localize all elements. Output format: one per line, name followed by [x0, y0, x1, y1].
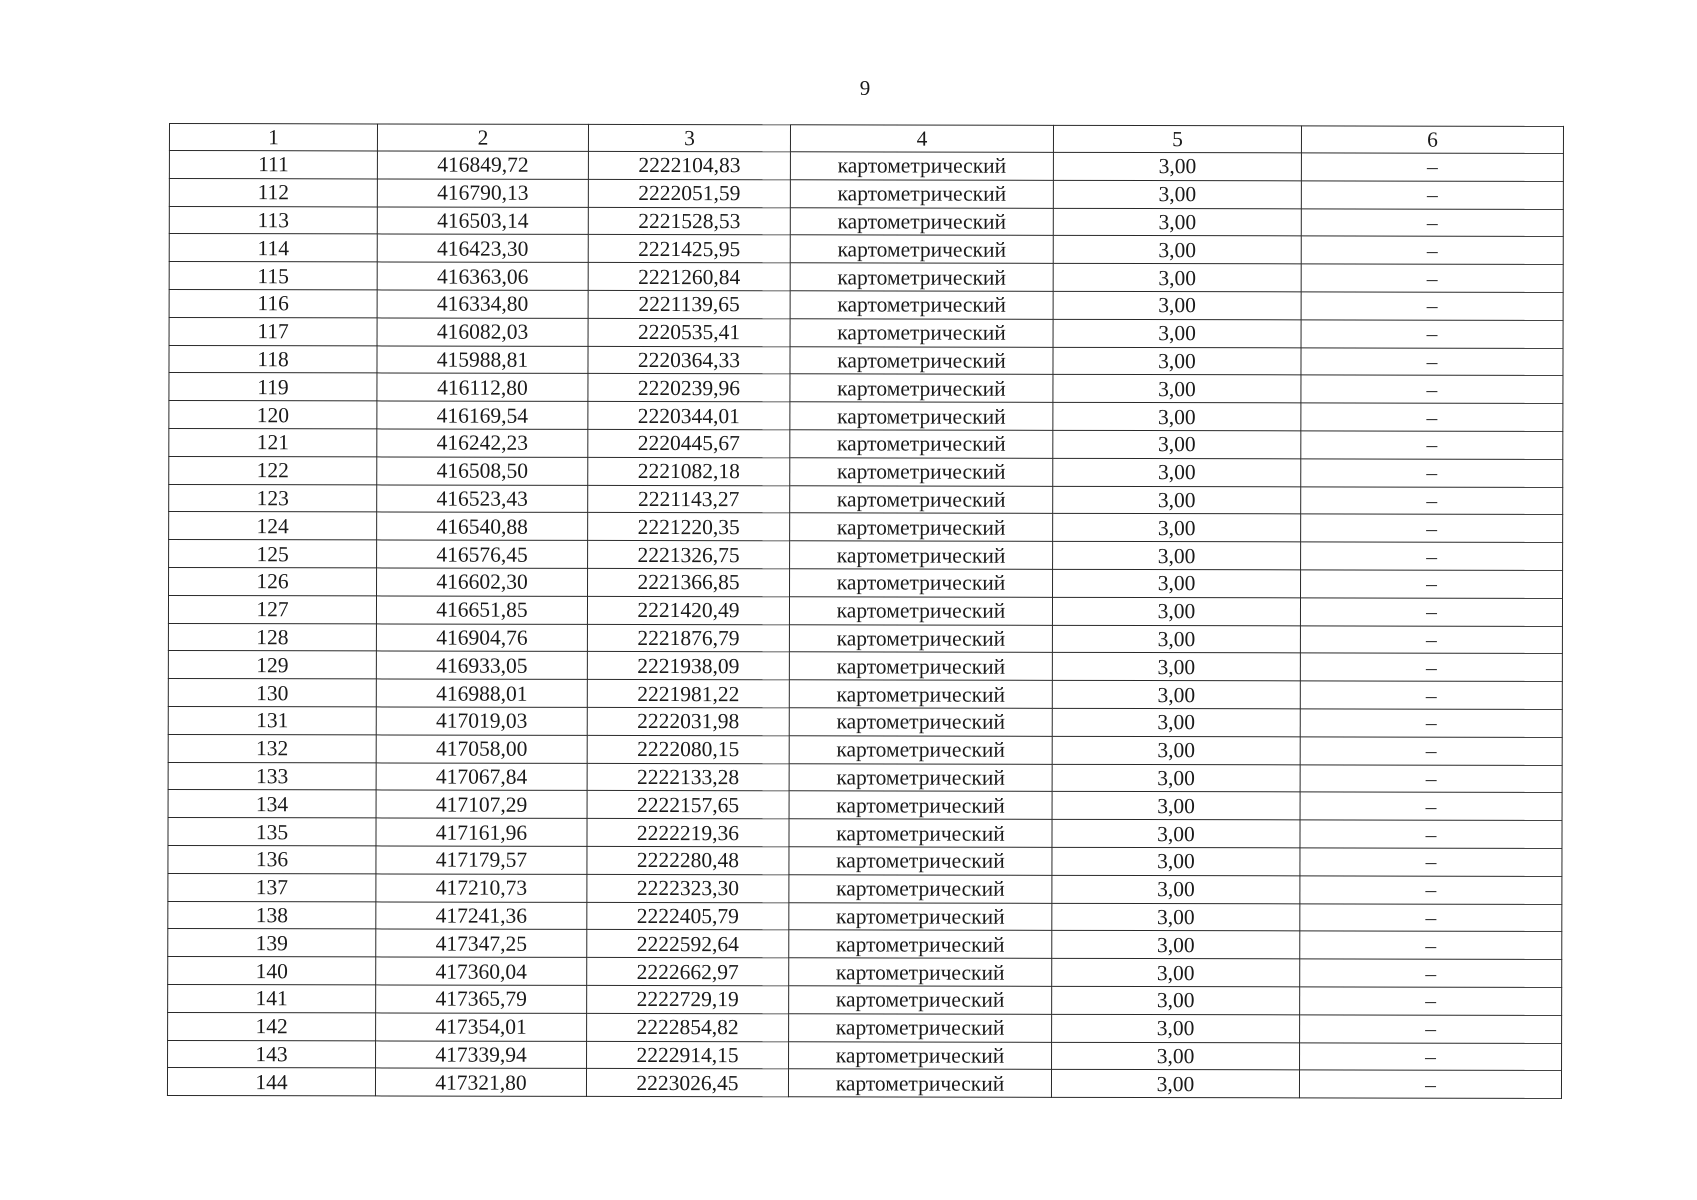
description-cell: – [1300, 848, 1562, 876]
method-cell: картометрический [789, 791, 1052, 819]
method-cell: картометрический [790, 180, 1053, 208]
y-coordinate-cell: 2222031,98 [587, 707, 789, 735]
description-cell: – [1300, 820, 1562, 848]
description-cell: – [1301, 292, 1563, 320]
accuracy-cell: 3,00 [1053, 319, 1301, 347]
column-header: 4 [790, 125, 1053, 153]
description-cell: – [1300, 931, 1562, 959]
y-coordinate-cell: 2221326,75 [588, 541, 790, 569]
method-cell: картометрический [789, 930, 1052, 958]
accuracy-cell: 3,00 [1052, 653, 1300, 681]
x-coordinate-cell: 416523,43 [377, 484, 588, 512]
accuracy-cell: 3,00 [1053, 180, 1301, 208]
y-coordinate-cell: 2220239,96 [588, 374, 790, 402]
description-cell: – [1300, 681, 1562, 709]
column-header: 6 [1301, 126, 1563, 154]
y-coordinate-cell: 2221938,09 [587, 652, 789, 680]
description-cell: – [1300, 764, 1562, 792]
coordinates-table [167, 123, 1564, 1099]
description-cell: – [1301, 486, 1563, 514]
point-number-cell: 140 [168, 957, 376, 985]
point-number-cell: 138 [168, 901, 376, 929]
accuracy-cell: 3,00 [1052, 847, 1300, 875]
column-header: 3 [588, 124, 790, 151]
description-cell: – [1300, 1015, 1562, 1043]
table-row [168, 984, 1562, 1015]
header-row [169, 124, 1563, 154]
description-cell: – [1300, 625, 1562, 653]
method-cell: картометрический [789, 958, 1052, 986]
table-row [168, 957, 1562, 988]
y-coordinate-cell: 2221420,49 [587, 596, 789, 624]
accuracy-cell: 3,00 [1051, 1070, 1299, 1098]
method-cell: картометрический [790, 263, 1053, 291]
table-row [169, 484, 1563, 515]
point-number-cell: 137 [168, 873, 376, 901]
point-number-cell: 128 [168, 623, 376, 651]
table-row [168, 1012, 1562, 1043]
method-cell: картометрический [790, 152, 1053, 180]
method-cell: картометрический [789, 1041, 1052, 1069]
accuracy-cell: 3,00 [1053, 458, 1301, 486]
point-number-cell: 142 [168, 1012, 376, 1040]
y-coordinate-cell: 2221528,53 [588, 207, 790, 235]
x-coordinate-cell: 417354,01 [376, 1013, 587, 1041]
point-number-cell: 122 [169, 456, 377, 484]
y-coordinate-cell: 2220364,33 [588, 346, 790, 374]
table-row [168, 929, 1562, 960]
table-row [169, 540, 1563, 571]
y-coordinate-cell: 2221876,79 [587, 624, 789, 652]
point-number-cell: 125 [169, 540, 377, 568]
y-coordinate-cell: 2222914,15 [587, 1041, 789, 1069]
y-coordinate-cell: 2221082,18 [588, 457, 790, 485]
accuracy-cell: 3,00 [1053, 208, 1301, 236]
method-cell: картометрический [789, 902, 1052, 930]
table-row [169, 401, 1563, 432]
point-number-cell: 119 [169, 373, 377, 401]
description-cell: – [1300, 959, 1562, 987]
accuracy-cell: 3,00 [1052, 958, 1300, 986]
point-number-cell: 136 [168, 845, 376, 873]
point-number-cell: 144 [167, 1068, 375, 1096]
point-number-cell: 116 [169, 289, 377, 317]
x-coordinate-cell: 417107,29 [376, 790, 587, 818]
method-cell: картометрический [789, 986, 1052, 1014]
method-cell: картометрический [790, 235, 1053, 263]
accuracy-cell: 3,00 [1053, 152, 1301, 180]
description-cell: – [1301, 208, 1563, 236]
accuracy-cell: 3,00 [1052, 875, 1300, 903]
x-coordinate-cell: 417365,79 [376, 985, 587, 1013]
accuracy-cell: 3,00 [1053, 347, 1301, 375]
y-coordinate-cell: 2222133,28 [587, 763, 789, 791]
x-coordinate-cell: 417058,00 [376, 735, 587, 763]
x-coordinate-cell: 417179,57 [376, 846, 587, 874]
y-coordinate-cell: 2222854,82 [587, 1013, 789, 1041]
description-cell: – [1301, 181, 1563, 209]
table-row [169, 345, 1563, 376]
x-coordinate-cell: 417347,25 [376, 929, 587, 957]
description-cell: – [1301, 542, 1563, 570]
method-cell: картометрический [788, 1069, 1051, 1097]
method-cell: картометрический [789, 708, 1052, 736]
description-cell: – [1300, 1042, 1562, 1070]
x-coordinate-cell: 416242,23 [377, 429, 588, 457]
description-cell: – [1301, 264, 1563, 292]
point-number-cell: 115 [169, 262, 377, 290]
table-row [168, 873, 1562, 904]
description-cell: – [1301, 320, 1563, 348]
table-row [169, 151, 1563, 182]
x-coordinate-cell: 416363,06 [377, 262, 588, 290]
table-row [168, 623, 1562, 654]
method-cell: картометрический [789, 597, 1052, 625]
point-number-cell: 112 [169, 178, 377, 206]
accuracy-cell: 3,00 [1052, 931, 1300, 959]
accuracy-cell: 3,00 [1052, 819, 1300, 847]
accuracy-cell: 3,00 [1053, 514, 1301, 542]
table-row [169, 289, 1563, 320]
x-coordinate-cell: 416503,14 [377, 207, 588, 235]
accuracy-cell: 3,00 [1052, 708, 1300, 736]
table-row [168, 818, 1562, 849]
column-header: 2 [377, 124, 588, 151]
y-coordinate-cell: 2220535,41 [588, 318, 790, 346]
x-coordinate-cell: 417210,73 [376, 874, 587, 902]
point-number-cell: 123 [169, 484, 377, 512]
description-cell: – [1301, 403, 1563, 431]
description-cell: – [1300, 737, 1562, 765]
description-cell: – [1300, 598, 1562, 626]
table-row [168, 706, 1562, 737]
table-body [167, 151, 1563, 1099]
point-number-cell: 132 [168, 734, 376, 762]
accuracy-cell: 3,00 [1053, 542, 1301, 570]
point-number-cell: 124 [169, 512, 377, 540]
y-coordinate-cell: 2221143,27 [588, 485, 790, 513]
table-row [169, 234, 1563, 265]
y-coordinate-cell: 2222104,83 [588, 151, 790, 179]
method-cell: картометрический [790, 430, 1053, 458]
table-row [169, 206, 1563, 237]
column-header: 5 [1053, 125, 1301, 153]
table-row [167, 1068, 1561, 1099]
table-row [169, 262, 1563, 293]
page-number: 9 [859, 76, 871, 100]
point-number-cell: 117 [169, 317, 377, 345]
description-cell: – [1301, 514, 1563, 542]
description-cell: – [1301, 347, 1563, 375]
table-row [169, 456, 1563, 487]
x-coordinate-cell: 416082,03 [377, 318, 588, 346]
y-coordinate-cell: 2222219,36 [587, 819, 789, 847]
x-coordinate-cell: 416602,30 [377, 568, 588, 596]
point-number-cell: 111 [169, 151, 377, 179]
point-number-cell: 114 [169, 234, 377, 262]
y-coordinate-cell: 2222405,79 [587, 902, 789, 930]
accuracy-cell: 3,00 [1053, 403, 1301, 431]
method-cell: картометрический [790, 513, 1053, 541]
y-coordinate-cell: 2220344,01 [588, 402, 790, 430]
accuracy-cell: 3,00 [1052, 792, 1300, 820]
y-coordinate-cell: 2222280,48 [587, 846, 789, 874]
description-cell: – [1301, 236, 1563, 264]
y-coordinate-cell: 2222323,30 [587, 874, 789, 902]
method-cell: картометрический [790, 402, 1053, 430]
table-row [168, 901, 1562, 932]
description-cell: – [1301, 375, 1563, 403]
method-cell: картометрический [790, 374, 1053, 402]
table-row [168, 762, 1562, 793]
y-coordinate-cell: 2222051,59 [588, 179, 790, 207]
point-number-cell: 131 [168, 706, 376, 734]
column-header: 1 [169, 124, 377, 151]
table-row [169, 373, 1563, 404]
accuracy-cell: 3,00 [1053, 430, 1301, 458]
y-coordinate-cell: 2221139,65 [588, 290, 790, 318]
x-coordinate-cell: 416169,54 [377, 401, 588, 429]
table-header [169, 124, 1563, 154]
description-cell: – [1301, 459, 1563, 487]
method-cell: картометрический [790, 207, 1053, 235]
point-number-cell: 129 [168, 651, 376, 679]
y-coordinate-cell: 2221220,35 [588, 513, 790, 541]
table-row [168, 790, 1562, 821]
point-number-cell: 121 [169, 428, 377, 456]
accuracy-cell: 3,00 [1052, 736, 1300, 764]
accuracy-cell: 3,00 [1053, 569, 1301, 597]
x-coordinate-cell: 416988,01 [376, 679, 587, 707]
table-row [168, 651, 1562, 682]
x-coordinate-cell: 416651,85 [376, 596, 587, 624]
accuracy-cell: 3,00 [1052, 680, 1300, 708]
accuracy-cell: 3,00 [1053, 486, 1301, 514]
description-cell: – [1300, 987, 1562, 1015]
y-coordinate-cell: 2222592,64 [587, 930, 789, 958]
description-cell: – [1300, 876, 1562, 904]
point-number-cell: 143 [168, 1040, 376, 1068]
description-cell: – [1301, 431, 1563, 459]
table-row [168, 595, 1562, 626]
method-cell: картометрический [789, 819, 1052, 847]
accuracy-cell: 3,00 [1053, 264, 1301, 292]
method-cell: картометрический [789, 875, 1052, 903]
y-coordinate-cell: 2220445,67 [588, 429, 790, 457]
accuracy-cell: 3,00 [1053, 375, 1301, 403]
method-cell: картометрический [789, 624, 1052, 652]
accuracy-cell: 3,00 [1052, 1042, 1300, 1070]
method-cell: картометрический [790, 458, 1053, 486]
description-cell: – [1301, 153, 1563, 181]
method-cell: картометрический [790, 346, 1053, 374]
x-coordinate-cell: 416540,88 [377, 512, 588, 540]
x-coordinate-cell: 417321,80 [375, 1068, 586, 1096]
x-coordinate-cell: 416904,76 [376, 623, 587, 651]
y-coordinate-cell: 2221981,22 [587, 680, 789, 708]
accuracy-cell: 3,00 [1052, 1014, 1300, 1042]
table-row [169, 178, 1563, 209]
description-cell: – [1300, 792, 1562, 820]
y-coordinate-cell: 2221425,95 [588, 235, 790, 263]
method-cell: картометрический [789, 1014, 1052, 1042]
description-cell: – [1300, 653, 1562, 681]
point-number-cell: 139 [168, 929, 376, 957]
point-number-cell: 134 [168, 790, 376, 818]
y-coordinate-cell: 2222080,15 [587, 735, 789, 763]
method-cell: картометрический [789, 736, 1052, 764]
point-number-cell: 135 [168, 818, 376, 846]
method-cell: картометрический [790, 319, 1053, 347]
accuracy-cell: 3,00 [1052, 986, 1300, 1014]
method-cell: картометрический [790, 569, 1053, 597]
method-cell: картометрический [789, 763, 1052, 791]
table-row [168, 845, 1562, 876]
x-coordinate-cell: 416423,30 [377, 234, 588, 262]
accuracy-cell: 3,00 [1052, 764, 1300, 792]
x-coordinate-cell: 416933,05 [376, 651, 587, 679]
table-row [169, 428, 1563, 459]
point-number-cell: 133 [168, 762, 376, 790]
method-cell: картометрический [789, 652, 1052, 680]
method-cell: картометрический [789, 847, 1052, 875]
x-coordinate-cell: 417161,96 [376, 818, 587, 846]
point-number-cell: 126 [169, 567, 377, 595]
point-number-cell: 118 [169, 345, 377, 373]
point-number-cell: 127 [168, 595, 376, 623]
method-cell: картометрический [790, 291, 1053, 319]
x-coordinate-cell: 417067,84 [376, 762, 587, 790]
x-coordinate-cell: 416790,13 [377, 179, 588, 207]
accuracy-cell: 3,00 [1052, 903, 1300, 931]
y-coordinate-cell: 2221260,84 [588, 263, 790, 291]
method-cell: картометрический [790, 485, 1053, 513]
point-number-cell: 113 [169, 206, 377, 234]
description-cell: – [1300, 903, 1562, 931]
accuracy-cell: 3,00 [1052, 597, 1300, 625]
method-cell: картометрический [789, 680, 1052, 708]
x-coordinate-cell: 416334,80 [377, 290, 588, 318]
table-row [169, 567, 1563, 598]
x-coordinate-cell: 416576,45 [377, 540, 588, 568]
x-coordinate-cell: 417241,36 [376, 901, 587, 929]
x-coordinate-cell: 416849,72 [377, 151, 588, 179]
point-number-cell: 130 [168, 679, 376, 707]
method-cell: картометрический [790, 541, 1053, 569]
point-number-cell: 141 [168, 984, 376, 1012]
y-coordinate-cell: 2222662,97 [587, 957, 789, 985]
description-cell: – [1300, 709, 1562, 737]
x-coordinate-cell: 417019,03 [376, 707, 587, 735]
table-row [169, 512, 1563, 543]
table-row [168, 1040, 1562, 1071]
table-row [168, 679, 1562, 710]
y-coordinate-cell: 2222157,65 [587, 791, 789, 819]
x-coordinate-cell: 416508,50 [377, 457, 588, 485]
x-coordinate-cell: 416112,80 [377, 373, 588, 401]
y-coordinate-cell: 2223026,45 [586, 1069, 788, 1097]
x-coordinate-cell: 415988,81 [377, 346, 588, 374]
description-cell: – [1301, 570, 1563, 598]
accuracy-cell: 3,00 [1052, 625, 1300, 653]
y-coordinate-cell: 2222729,19 [587, 985, 789, 1013]
accuracy-cell: 3,00 [1053, 236, 1301, 264]
table-row [168, 734, 1562, 765]
point-number-cell: 120 [169, 401, 377, 429]
x-coordinate-cell: 417339,94 [376, 1040, 587, 1068]
y-coordinate-cell: 2221366,85 [588, 568, 790, 596]
table-row [169, 317, 1563, 348]
accuracy-cell: 3,00 [1053, 291, 1301, 319]
description-cell: – [1299, 1070, 1561, 1098]
x-coordinate-cell: 417360,04 [376, 957, 587, 985]
